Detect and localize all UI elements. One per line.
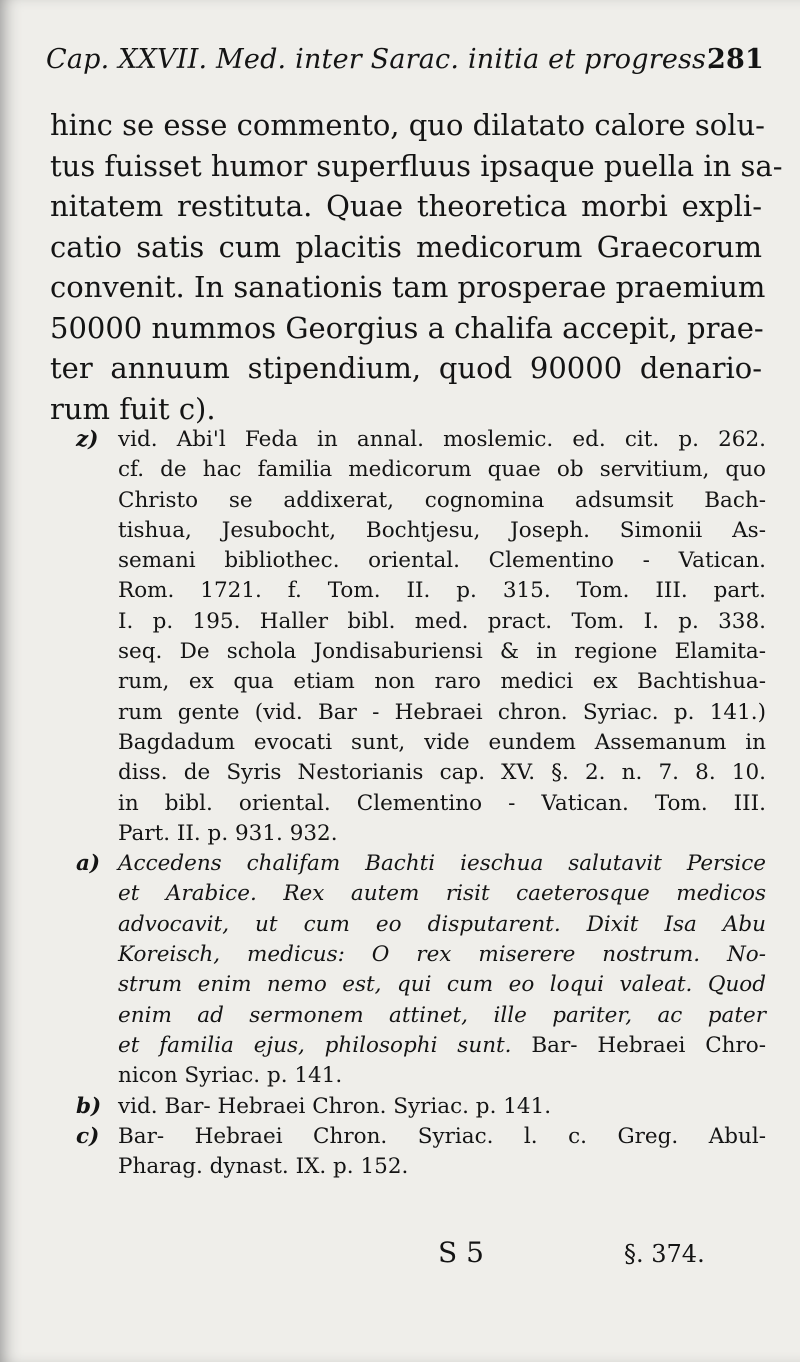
footnote-line: semani bibliothec. oriental. Clementino - Vatican. xyxy=(118,548,766,574)
text-line: catio satis cum placitis medicorum Graecorum xyxy=(50,229,762,264)
footnote-z xyxy=(66,425,766,849)
text-line: convenit. In sanationis tam prosperae praemium xyxy=(50,270,766,304)
footnote-line: Rom. 1721. f. Tom. II. p. 315. Tom. III. part. xyxy=(118,578,766,604)
footnote-mark: b) xyxy=(76,1093,102,1119)
footnote-line: rum, ex qua etiam non raro medici ex Bachtishua- xyxy=(118,669,766,695)
text-line: 50000 nummos Georgius a chalifa accepit, prae- xyxy=(50,310,764,345)
footnote-line: vid. Bar- Hebraei Chron. Syriac. p. 141. xyxy=(118,1093,552,1119)
footnote-line: Koreisch, medicus: O rex miserere nostrum. No- xyxy=(118,942,766,968)
footnote-line: Christo se addixerat, cognomina adsumsit Bach- xyxy=(118,487,766,513)
footnote-line: seq. De schola Jondisaburiensi & in regione Elamita- xyxy=(118,639,766,665)
footnote-line: rum gente (vid. Bar - Hebraei chron. Syriac. p. 141.) xyxy=(118,699,766,725)
text-line: rum fuit c). xyxy=(50,391,216,426)
footnote-line: cf. de hac familia medicorum quae ob servitium, quo xyxy=(118,457,766,483)
footnote-line-mixed xyxy=(118,1031,766,1061)
footnotes xyxy=(66,425,766,1182)
footnote-line: strum enim nemo est, qui cum eo loqui valeat. Quod xyxy=(118,972,766,998)
footnote-b xyxy=(66,1092,766,1122)
footnote-roman-segment: Bar- Hebraei Chro- xyxy=(511,1032,766,1058)
footnote-line: in bibl. oriental. Clementino - Vatican. Tom. III. xyxy=(118,790,766,816)
section-reference: §. 374. xyxy=(624,1240,705,1268)
footnote-line: advocavit, ut cum eo disputarent. Dixit Isa Abu xyxy=(118,911,766,937)
text-line: ter annuum stipendium, quod 90000 denario- xyxy=(50,351,762,385)
footnote-line: Accedens chalifam Bachti ieschua salutavit Persice xyxy=(118,851,766,877)
footnote-line: tishua, Jesubocht, Bochtjesu, Joseph. Simonii As- xyxy=(118,517,766,543)
footnote-line: diss. de Syris Nestorianis cap. XV. §. 2. n. 7. 8. 10. xyxy=(118,760,766,786)
footnote-mark: z) xyxy=(76,427,99,452)
footnote-line: Bar- Hebraei Chron. Syriac. l. c. Greg. Abul- xyxy=(118,1123,766,1149)
footnote-line: Part. II. p. 931. 932. xyxy=(118,820,338,846)
text-line: nitatem restituta. Quae theoretica morbi expli- xyxy=(50,189,762,223)
running-title: Cap. XXVII. Med. inter Sarac. initia et progress. xyxy=(46,44,715,75)
page-number: 281 xyxy=(707,44,764,75)
footnote-mark: c) xyxy=(76,1123,100,1149)
footnote-mark: a) xyxy=(76,851,101,877)
footnote-line: nicon Syriac. p. 141. xyxy=(118,1063,343,1089)
footnote-line: enim ad sermonem attinet, ille pariter, ac pater xyxy=(118,1002,766,1028)
footnote-line: vid. Abi'l Feda in annal. moslemic. ed. cit. p. 262. xyxy=(118,427,766,452)
running-header xyxy=(46,44,764,75)
main-text xyxy=(50,105,783,429)
text-line: hinc se esse commento, quo dilatato calore solu- xyxy=(50,108,765,142)
footnote-line: et Arabice. Rex autem risit caeterosque medicos xyxy=(118,881,766,907)
footnote-line: Pharag. dynast. IX. p. 152. xyxy=(118,1154,409,1180)
signature-mark: S 5 xyxy=(438,1236,484,1269)
text-line: tus fuisset humor superfluus ipsaque puella in sa- xyxy=(50,148,783,183)
footnote-line: Bagdadum evocati sunt, vide eundem Assemanum in xyxy=(118,729,766,755)
footnote-line: I. p. 195. Haller bibl. med. pract. Tom. I. p. 338. xyxy=(118,608,766,634)
footnote-a xyxy=(66,849,766,1091)
footnote-c xyxy=(66,1122,766,1183)
footnote-italic-segment: et familia ejus, philosophi sunt. xyxy=(118,1032,512,1058)
